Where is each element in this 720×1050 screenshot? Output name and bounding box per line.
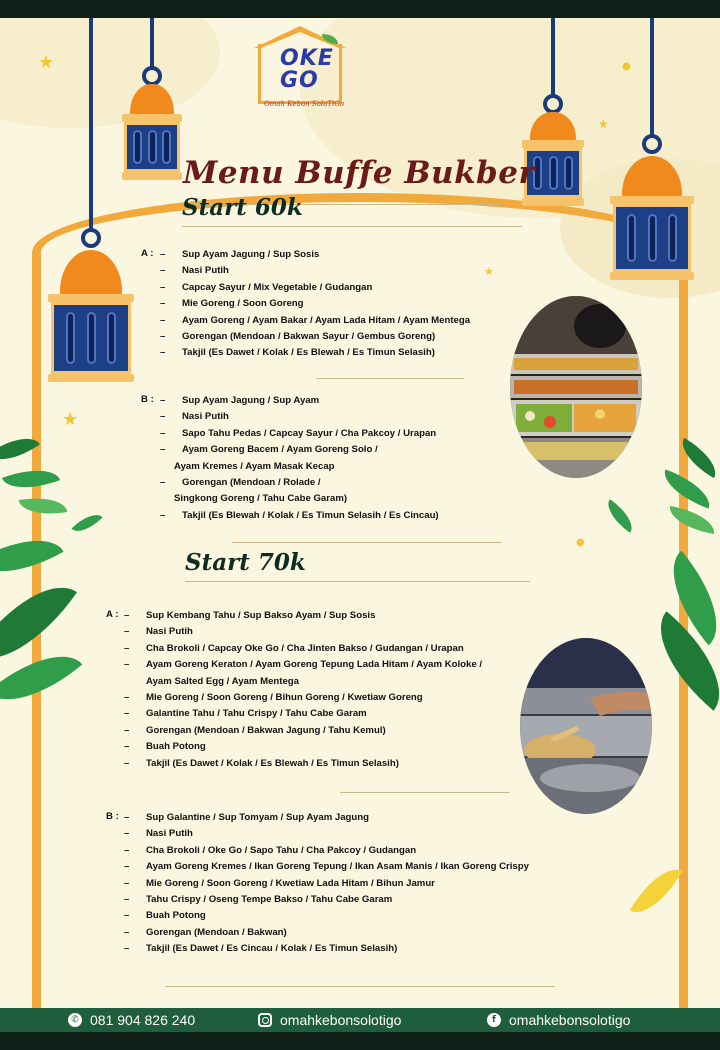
logo-text: GO — [280, 68, 319, 93]
menu-item: – Sup Ayam Jagung / Sup Sosis — [160, 249, 320, 260]
menu-item: – Sapo Tahu Pedas / Capcay Sayur / Cha Pakcoy / Urapan — [160, 427, 437, 439]
menu-list-70k-a — [124, 608, 482, 772]
menu-list-60k-a — [160, 247, 470, 362]
divider — [165, 986, 555, 987]
divider — [340, 792, 510, 793]
menu-item: – Sup Galantine / Sup Tomyam / Sup Ayam Jagung — [124, 812, 369, 823]
menu-item: – Gorengan (Mendoan / Bakwan) — [124, 926, 287, 938]
whatsapp-icon: ✆ — [68, 1013, 82, 1027]
logo-tagline: Omah Kebon SoloTiGo — [264, 100, 345, 108]
menu-item: – Nasi Putih — [160, 265, 229, 277]
divider — [316, 378, 464, 379]
phone-contact[interactable] — [68, 1012, 195, 1028]
menu-item: – Nasi Putih — [160, 411, 229, 423]
menu-title: Menu Buffe Bukber — [183, 155, 536, 191]
star-icon: ★ — [38, 52, 55, 73]
logo-text: OKE — [280, 46, 334, 71]
menu-item: – Gorengan (Mendoan / Rolade / — [160, 476, 321, 488]
lantern-icon — [610, 18, 694, 288]
menu-item: Ayam Kremes / Ayam Masak Kecap — [174, 460, 335, 472]
menu-item: – Nasi Putih — [124, 828, 193, 840]
option-label: B : — [141, 394, 154, 405]
facebook-contact[interactable] — [487, 1012, 630, 1028]
option-label: A : — [106, 609, 119, 620]
buffet-photo — [510, 296, 642, 478]
menu-item: – Galantine Tahu / Tahu Crispy / Tahu Cabe Garam — [124, 708, 367, 720]
menu-item: – Sup Ayam Jagung / Sup Ayam — [160, 395, 320, 406]
divider — [232, 542, 502, 543]
menu-item: – Tahu Crispy / Oseng Tempe Bakso / Tahu Cabe Garam — [124, 893, 393, 905]
menu-list-60k-b — [160, 393, 439, 524]
menu-item: – Nasi Putih — [124, 626, 193, 638]
facebook-icon: f — [487, 1013, 501, 1027]
logo — [252, 26, 348, 118]
menu-item: – Gorengan (Mendoan / Bakwan Jagung / Tahu Kemul) — [124, 724, 386, 736]
lantern-icon — [48, 18, 134, 388]
star-icon: ★ — [484, 265, 494, 278]
menu-item: – Buah Potong — [124, 741, 206, 753]
menu-item: – Mie Goreng / Soon Goreng / Bihun Goreng / Kwetiaw Goreng — [124, 691, 423, 703]
menu-item: – Ayam Goreng Keraton / Ayam Goreng Tepung Lada Hitam / Ayam Koloke / — [124, 659, 483, 671]
menu-item: – Ayam Goreng Kremes / Ikan Goreng Tepung / Ikan Asam Manis / Ikan Goreng Crispy — [124, 861, 529, 873]
menu-item: Ayam Salted Egg / Ayam Mentega — [146, 675, 300, 687]
menu-item: – Mie Goreng / Soon Goreng — [160, 298, 304, 310]
star-icon: ★ — [62, 409, 79, 430]
menu-item: – Takjil (Es Dawet / Kolak / Es Blewah / Es Timun Selasih) — [124, 757, 399, 769]
menu-item: – Takjil (Es Dawet / Es Cincau / Kolak / Es Timun Selasih) — [124, 943, 398, 955]
instagram-handle: omahkebonsolotigo — [280, 1012, 402, 1028]
package-heading: Start 60k — [182, 194, 303, 221]
option-label: B : — [106, 811, 119, 822]
menu-item: – Buah Potong — [124, 910, 206, 922]
menu-item: – Cha Brokoli / Capcay Oke Go / Cha Jinten Bakso / Gudangan / Urapan — [124, 642, 464, 654]
facebook-handle: omahkebonsolotigo — [509, 1012, 631, 1028]
menu-item: – Ayam Goreng / Ayam Bakar / Ayam Lada Hitam / Ayam Mentega — [160, 314, 471, 326]
option-label: A : — [141, 248, 154, 259]
menu-item: – Takjil (Es Dawet / Kolak / Es Blewah / Es Timun Selasih) — [160, 347, 435, 359]
menu-item: – Cha Brokoli / Oke Go / Sapo Tahu / Cha Pakcoy / Gudangan — [124, 844, 417, 856]
star-icon: ★ — [598, 117, 609, 131]
footer-contact-bar — [0, 1008, 720, 1032]
menu-item: Singkong Goreng / Tahu Cabe Garam) — [174, 493, 348, 505]
phone-number: 081 904 826 240 — [90, 1012, 196, 1028]
menu-item: – Mie Goreng / Soon Goreng / Kwetiaw Lada Hitam / Bihun Jamur — [124, 877, 435, 889]
star-icon: ● — [622, 61, 631, 72]
divider — [185, 581, 530, 582]
star-icon: ● — [576, 537, 585, 548]
buffet-photo — [520, 638, 652, 814]
menu-poster — [0, 18, 720, 1008]
instagram-contact[interactable] — [258, 1012, 401, 1028]
package-heading: Start 70k — [185, 549, 306, 576]
menu-item: – Capcay Sayur / Mix Vegetable / Gudangan — [160, 281, 373, 293]
menu-item: – Ayam Goreng Bacem / Ayam Goreng Solo / — [160, 444, 378, 456]
menu-list-70k-b — [124, 810, 529, 958]
divider — [182, 226, 522, 227]
menu-item: – Sup Kembang Tahu / Sup Bakso Ayam / Sup Sosis — [124, 610, 376, 621]
menu-item: – Gorengan (Mendoan / Bakwan Sayur / Gembus Goreng) — [160, 330, 436, 342]
menu-item: – Takjil (Es Blewah / Kolak / Es Timun Selasih / Es Cincau) — [160, 509, 439, 521]
instagram-icon — [258, 1013, 272, 1027]
